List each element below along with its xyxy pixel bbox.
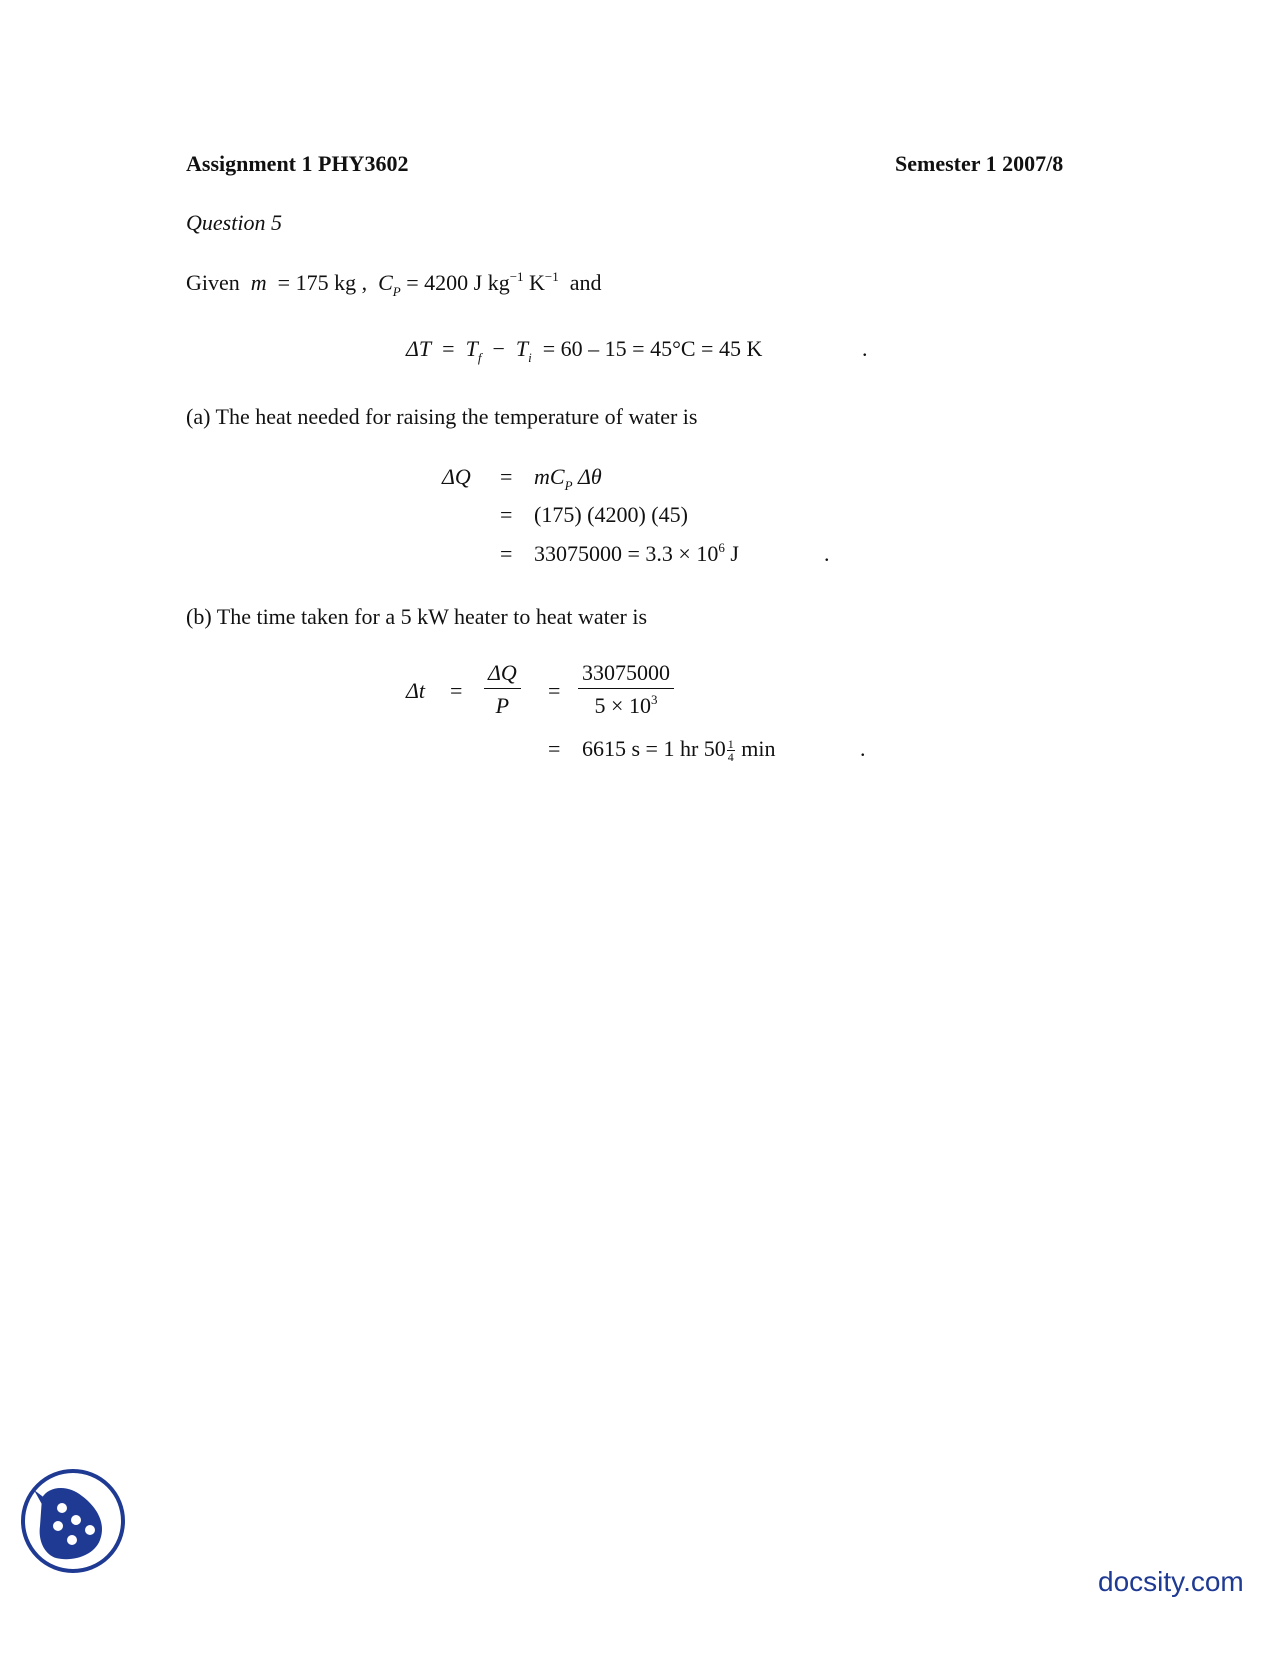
power-of-ten-exponent: 6 <box>718 540 725 555</box>
fraction-numerator-value: 33075000 <box>578 662 674 689</box>
fraction-numeric <box>578 662 674 717</box>
part-a-rhs-3 <box>534 540 739 566</box>
part-b-eq-3: = <box>548 736 561 761</box>
fraction-dq-over-p <box>484 662 521 717</box>
fraction-denominator-p: P <box>495 693 510 718</box>
part-b-text: (b) The time taken for a 5 kW heater to heat water is <box>186 604 648 629</box>
part-a-text: (a) The heat needed for raising the temperature of water is <box>186 404 698 429</box>
delta-q-lhs: ΔQ <box>442 464 471 489</box>
time-result: 6615 s = 1 hr 50 <box>582 736 726 761</box>
cp-variable: C <box>378 270 393 295</box>
m-variable: m <box>250 270 267 295</box>
kg-exponent: −1 <box>509 269 524 284</box>
docsity-brand-link[interactable]: docsity.com <box>1098 1566 1244 1597</box>
part-a-eq-3: = <box>500 541 513 566</box>
mini-numerator: 1 <box>727 737 734 752</box>
m-value: = 175 kg , <box>277 270 368 295</box>
delta-theta-term: Δθ <box>578 464 602 489</box>
mc-term: mC <box>534 464 565 489</box>
denominator-exponent: 3 <box>650 692 658 707</box>
delta-t-result: = 60 – 15 = 45°C = 45 K <box>542 336 763 361</box>
cp-subscript-a: P <box>564 478 573 493</box>
docsity-logo-icon[interactable] <box>20 1468 126 1574</box>
mini-denominator: 4 <box>727 750 734 765</box>
cp-subscript: P <box>392 284 401 299</box>
minute-unit: min <box>741 736 776 761</box>
part-b-eq-1: = <box>450 678 463 703</box>
heat-result: 33075000 = 3.3 × 10 <box>534 541 719 566</box>
part-b-period: . <box>860 736 866 761</box>
quarter-fraction <box>727 738 735 763</box>
ti-subscript: i <box>528 350 532 365</box>
minus-sign: − <box>492 336 505 361</box>
joule-unit: J <box>730 541 739 566</box>
part-a-eq-1: = <box>500 464 513 489</box>
given-line <box>186 269 602 299</box>
tf-variable: T <box>465 336 478 361</box>
k-exponent: −1 <box>544 269 559 284</box>
part-b-rhs-2 <box>582 738 776 763</box>
delta-t-lhs-b: Δt <box>406 678 426 703</box>
part-a-rhs-2: (175) (4200) (45) <box>534 502 688 527</box>
given-prefix: Given <box>186 270 240 295</box>
header-right: Semester 1 2007/8 <box>895 151 1064 176</box>
delta-t-eq: = <box>442 336 455 361</box>
kelvin-unit: K <box>529 270 545 295</box>
delta-t-lhs: ΔT <box>406 336 432 361</box>
header-left: Assignment 1 PHY3602 <box>186 151 409 176</box>
ti-variable: T <box>515 336 529 361</box>
given-suffix: and <box>569 270 602 295</box>
part-a-eq-2: = <box>500 502 513 527</box>
fraction-numerator-dq: ΔQ <box>484 662 521 689</box>
part-a-rhs-1 <box>534 464 602 493</box>
cp-value: = 4200 J kg <box>406 270 510 295</box>
part-a-period: . <box>824 541 830 566</box>
tf-subscript: f <box>477 350 482 365</box>
delta-t-period: . <box>862 336 868 361</box>
denominator-base: 5 × 10 <box>594 693 651 718</box>
delta-t-equation <box>406 336 763 365</box>
fraction-denominator-value <box>578 689 674 717</box>
part-b-eq-2: = <box>548 678 561 703</box>
question-label: Question 5 <box>186 210 282 235</box>
